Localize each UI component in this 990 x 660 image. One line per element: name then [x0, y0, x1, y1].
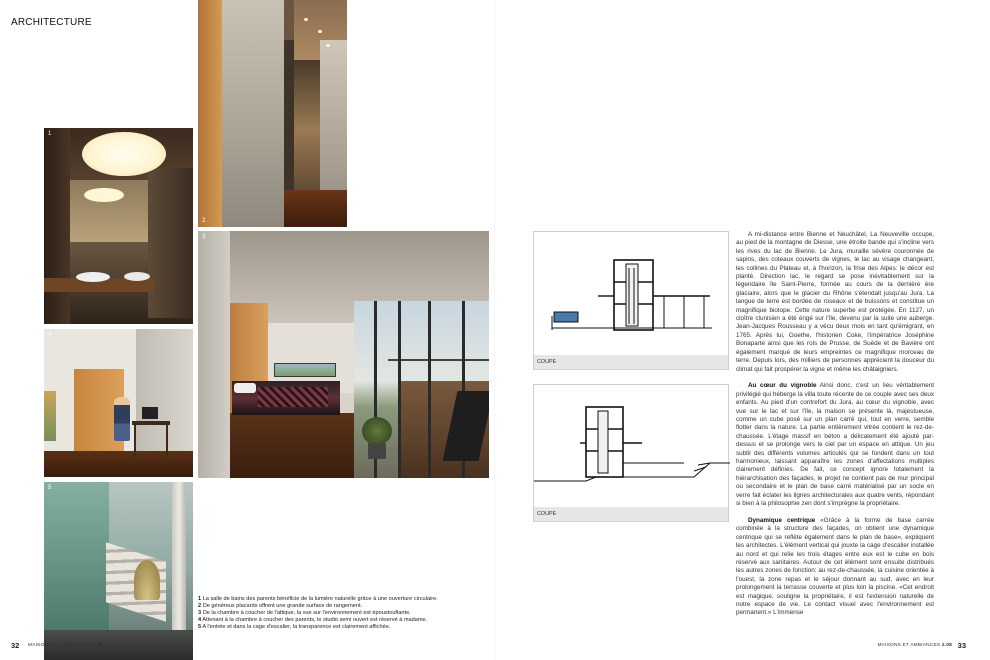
section-drawing	[533, 384, 729, 522]
section-drawing-svg	[534, 385, 730, 509]
article-paragraph: Au cœur du vignoble Ainsi donc, c'est un lieu véritablement privilégié qui héberge la villa toute récente de ce couple avec ses deux enfants. Au pied d'un contrefort du Jura, au cœur du vignoble, avec vue sur le lac et sur l'île, la maison se présente là, majestueuse, comme un cube posé sur un plan carré qui, tout en verre, semble flotter dans la nature. La partie entièrement vitrée contient le rez-de-chaussée. L'étage massif en béton a délicatement été ajouté par-dessus et se prolonge vers le ciel par un espace en attique. Un jeu subtil des différents volumes articulés qui se fondent dans un tout harmonieux, laissant apparaître les zones d'affectations multiples clairement définies. De fait, ce concept ignore totalement la hiérarchisation des façades, le projet ne contient pas de mur principal ou secondaire et le plan de base carré matérialisé par un socle en verre fait éclater les lignes architecturales aux quatre vents, répondant si bien à la philosophie zen dont s'imprègne la propriétaire.	[736, 382, 935, 508]
article-body	[736, 231, 934, 618]
caption-line: 4 Attenant à la chambre à coucher des parents, le studio semi ouvert est réservé à madame.	[198, 617, 428, 624]
photo-bedroom	[198, 231, 489, 478]
page-number-left: 32	[11, 641, 20, 650]
caption-line: 2 De généreux placards offrent une grande surface de rangement.	[198, 603, 363, 610]
photo-number: 3	[202, 234, 206, 240]
photo-bathroom	[44, 128, 193, 324]
section-drawing-label: COUPE	[534, 507, 728, 521]
photo-number: 5	[48, 485, 52, 491]
photo-captions	[198, 596, 498, 631]
photo-stairs	[44, 482, 193, 660]
caption-line: 3 De la chambre à coucher de l'attique, la vue sur l'environnement est époustouflante.	[198, 610, 411, 617]
section-drawing-label: COUPE	[534, 355, 728, 369]
magazine-footer-right: MAISONS ET AMBIANCES 2.08	[877, 643, 952, 648]
photo-number: 1	[48, 131, 52, 137]
subheading: Dynamique centrique	[748, 517, 816, 524]
section-title: ARCHITECTURE	[11, 17, 92, 28]
page-gutter	[494, 0, 495, 660]
caption-line: 1 La salle de bains des parents bénéficie de la lumière naturelle grâce à une ouverture circulaire.	[198, 596, 438, 602]
photo-office	[44, 329, 193, 477]
photo-closet	[198, 0, 347, 227]
article-paragraph: Dynamique centrique «Grâce à la forme de base carrée combinée à la structure des façades, on obtient une dynamique centrique qui se reflète également dans le plan de base», expliquent les architectes. L'élément vertical qui jouxte la cage d'escalier installée au nord et qui relie les trois étages entre eux est le cube en bois réservé aux sanitaires. Autour de cet élément sont ensuite distribués les autres zones de fonction: au rez-de-chaussée, la cuisine orientée à l'ouest, la zone repas et le séjour donnant au sud, avec en leur prolongement la terrasse couverte et plus loin la piscine. «Cet endroit est magique, souligne la propriétaire, il est l'extension naturelle de notre espace de vie. Le contact visuel avec l'environnement est permanent.» L'immense	[736, 517, 934, 617]
magazine-footer-left: MAISONS ET AMBIANCES 2.08	[28, 643, 103, 648]
section-drawing	[533, 231, 729, 370]
article-paragraph: A mi-distance entre Bienne et Neuchâtel, La Neuveville occupe, au pied de la montagne de Diesse, une étroite bande qui s'incline vers les rives du lac de Bienne. Le Jura, muraille sévère couronnée de sapins, des coteaux couverts de vignes, le lac au visage changeant, les collines du Plateau et, à l'horizon, la frise des Alpes: le décor est planté. Direction lac, le regard se pose inévitablement sur la légendaire île Saint-Pierre, formée au cours de la dernière ère glaciaire, alors que le glacier du Rhône s'étendait jusqu'au Jura. La langue de terre est bordée de roseaux et de buissons et constitue un magnifique biotope. Cette nature superbe est protégée. En 1127, un cloître clunisien a été érigé sur l'île, devenu par la suite une auberge. Jean-Jacques Rousseau y a vécu deux mois en tant qu'émigrant, en 1765. Après lui, Goethe, l'historien Coke, l'impératrice Joséphine Bonaparte ainsi que les rois de Prusse, de Suède et de Bavière ont également marqué de leurs empreintes ce magnifique morceau de terre. Depuis lors, des milliers de personnes apprécient la douceur du climat qui fait prospérer la vigne et même les châtaigniers.	[736, 231, 934, 373]
photo-number: 2	[202, 218, 206, 224]
photo-number: 4	[48, 332, 52, 338]
page-number-right: 33	[957, 641, 966, 650]
caption-line: 5 A l'entrée et dans la cage d'escalier, la transparence est clairement affichée.	[198, 624, 391, 631]
section-drawing-svg	[534, 232, 730, 357]
subheading: Au cœur du vignoble	[748, 382, 817, 390]
